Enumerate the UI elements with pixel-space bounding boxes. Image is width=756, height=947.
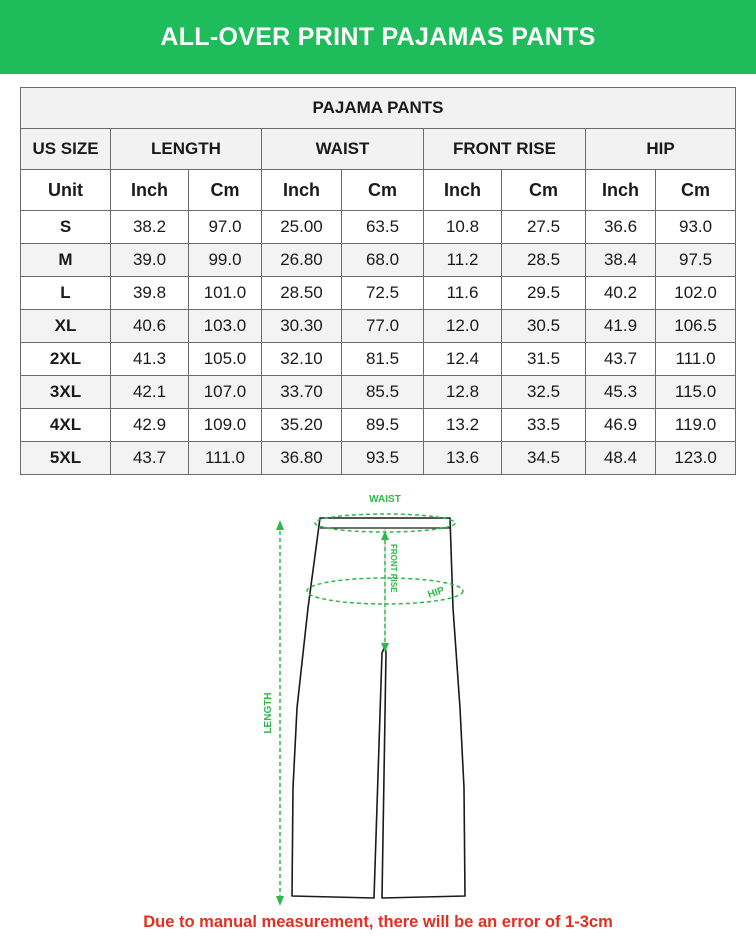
- unit-header: Inch: [111, 170, 189, 211]
- measurement-cell: 43.7: [586, 343, 656, 376]
- measurement-cell: 39.8: [111, 277, 189, 310]
- measurement-cell: 109.0: [189, 409, 262, 442]
- measurement-cell: 93.5: [342, 442, 424, 475]
- measurement-cell: 115.0: [656, 376, 736, 409]
- measurement-cell: 33.70: [262, 376, 342, 409]
- size-cell: 5XL: [21, 442, 111, 475]
- size-cell: 2XL: [21, 343, 111, 376]
- measurement-cell: 89.5: [342, 409, 424, 442]
- arrow-head-icon: [276, 520, 284, 530]
- size-column-header: US SIZE: [21, 129, 111, 170]
- measurement-cell: 40.2: [586, 277, 656, 310]
- measurement-cell: 97.0: [189, 211, 262, 244]
- measurement-cell: 85.5: [342, 376, 424, 409]
- measurement-cell: 11.6: [424, 277, 502, 310]
- measurement-cell: 43.7: [111, 442, 189, 475]
- measurement-cell: 46.9: [586, 409, 656, 442]
- measurement-cell: 38.2: [111, 211, 189, 244]
- measurement-cell: 13.6: [424, 442, 502, 475]
- unit-header: Inch: [586, 170, 656, 211]
- measurement-cell: 72.5: [342, 277, 424, 310]
- table-row: [21, 310, 736, 343]
- size-cell: L: [21, 277, 111, 310]
- measurement-cell: 48.4: [586, 442, 656, 475]
- length-label: LENGTH: [263, 692, 274, 734]
- measurement-cell: 29.5: [502, 277, 586, 310]
- measurement-cell: 30.30: [262, 310, 342, 343]
- pants-measurement-diagram: [250, 488, 480, 908]
- measurement-cell: 77.0: [342, 310, 424, 343]
- measurement-cell: 45.3: [586, 376, 656, 409]
- measurement-cell: 27.5: [502, 211, 586, 244]
- table-title-row: [21, 88, 736, 129]
- measurement-cell: 99.0: [189, 244, 262, 277]
- table-row: [21, 376, 736, 409]
- front-rise-header: FRONT RISE: [424, 129, 586, 170]
- waist-header: WAIST: [262, 129, 424, 170]
- table-row: [21, 343, 736, 376]
- table-row: [21, 442, 736, 475]
- measurement-cell: 103.0: [189, 310, 262, 343]
- unit-header: Cm: [502, 170, 586, 211]
- measurement-cell: 13.2: [424, 409, 502, 442]
- arrow-head-icon: [276, 896, 284, 906]
- measurement-cell: 40.6: [111, 310, 189, 343]
- measurement-cell: 119.0: [656, 409, 736, 442]
- measurement-cell: 12.0: [424, 310, 502, 343]
- table-row: [21, 211, 736, 244]
- measurement-cell: 39.0: [111, 244, 189, 277]
- measurement-cell: 93.0: [656, 211, 736, 244]
- measurement-cell: 36.80: [262, 442, 342, 475]
- size-cell: S: [21, 211, 111, 244]
- size-cell: M: [21, 244, 111, 277]
- measurement-cell: 32.10: [262, 343, 342, 376]
- measurement-cell: 42.1: [111, 376, 189, 409]
- hip-header: HIP: [586, 129, 736, 170]
- measurement-cell: 111.0: [189, 442, 262, 475]
- measurement-cell: 31.5: [502, 343, 586, 376]
- table-body: [21, 211, 736, 475]
- measurement-cell: 10.8: [424, 211, 502, 244]
- measurement-cell: 36.6: [586, 211, 656, 244]
- unit-header: Cm: [189, 170, 262, 211]
- unit-header: Inch: [262, 170, 342, 211]
- length-header: LENGTH: [111, 129, 262, 170]
- size-cell: XL: [21, 310, 111, 343]
- page-title: ALL-OVER PRINT PAJAMAS PANTS: [160, 22, 596, 51]
- measurement-cell: 35.20: [262, 409, 342, 442]
- front-rise-label: FRONT RISE: [389, 544, 398, 593]
- measurement-cell: 30.5: [502, 310, 586, 343]
- measurement-cell: 106.5: [656, 310, 736, 343]
- measurement-cell: 42.9: [111, 409, 189, 442]
- table-row: [21, 277, 736, 310]
- pants-illustration: [250, 488, 480, 908]
- table-title: PAJAMA PANTS: [21, 88, 736, 129]
- pants-outline: [292, 518, 465, 898]
- measurement-cell: 33.5: [502, 409, 586, 442]
- unit-header: Cm: [656, 170, 736, 211]
- hip-label: HIP: [426, 585, 446, 601]
- measurement-cell: 123.0: [656, 442, 736, 475]
- measurement-cell: 111.0: [656, 343, 736, 376]
- size-chart-table: [20, 87, 736, 475]
- measurement-cell: 68.0: [342, 244, 424, 277]
- measurement-cell: 32.5: [502, 376, 586, 409]
- table-row: [21, 244, 736, 277]
- waist-label: WAIST: [369, 494, 401, 505]
- measurement-cell: 97.5: [656, 244, 736, 277]
- measurement-error-note: Due to manual measurement, there will be an error of 1-3cm: [143, 913, 613, 931]
- measurement-cell: 105.0: [189, 343, 262, 376]
- measurement-cell: 101.0: [189, 277, 262, 310]
- measurement-cell: 26.80: [262, 244, 342, 277]
- measurement-cell: 41.3: [111, 343, 189, 376]
- measurement-cell: 34.5: [502, 442, 586, 475]
- measurement-cell: 25.00: [262, 211, 342, 244]
- table-row: [21, 409, 736, 442]
- table-unit-row: [21, 170, 736, 211]
- measurement-cell: 12.8: [424, 376, 502, 409]
- table-group-header-row: [21, 129, 736, 170]
- header-banner: [0, 0, 756, 74]
- measurement-cell: 11.2: [424, 244, 502, 277]
- measurement-cell: 28.5: [502, 244, 586, 277]
- unit-header: Cm: [342, 170, 424, 211]
- measurement-cell: 102.0: [656, 277, 736, 310]
- measurement-cell: 12.4: [424, 343, 502, 376]
- measurement-cell: 107.0: [189, 376, 262, 409]
- measurement-cell: 63.5: [342, 211, 424, 244]
- measurement-cell: 28.50: [262, 277, 342, 310]
- unit-label: Unit: [21, 170, 111, 211]
- size-cell: 3XL: [21, 376, 111, 409]
- unit-header: Inch: [424, 170, 502, 211]
- size-cell: 4XL: [21, 409, 111, 442]
- measurement-cell: 41.9: [586, 310, 656, 343]
- measurement-cell: 81.5: [342, 343, 424, 376]
- measurement-cell: 38.4: [586, 244, 656, 277]
